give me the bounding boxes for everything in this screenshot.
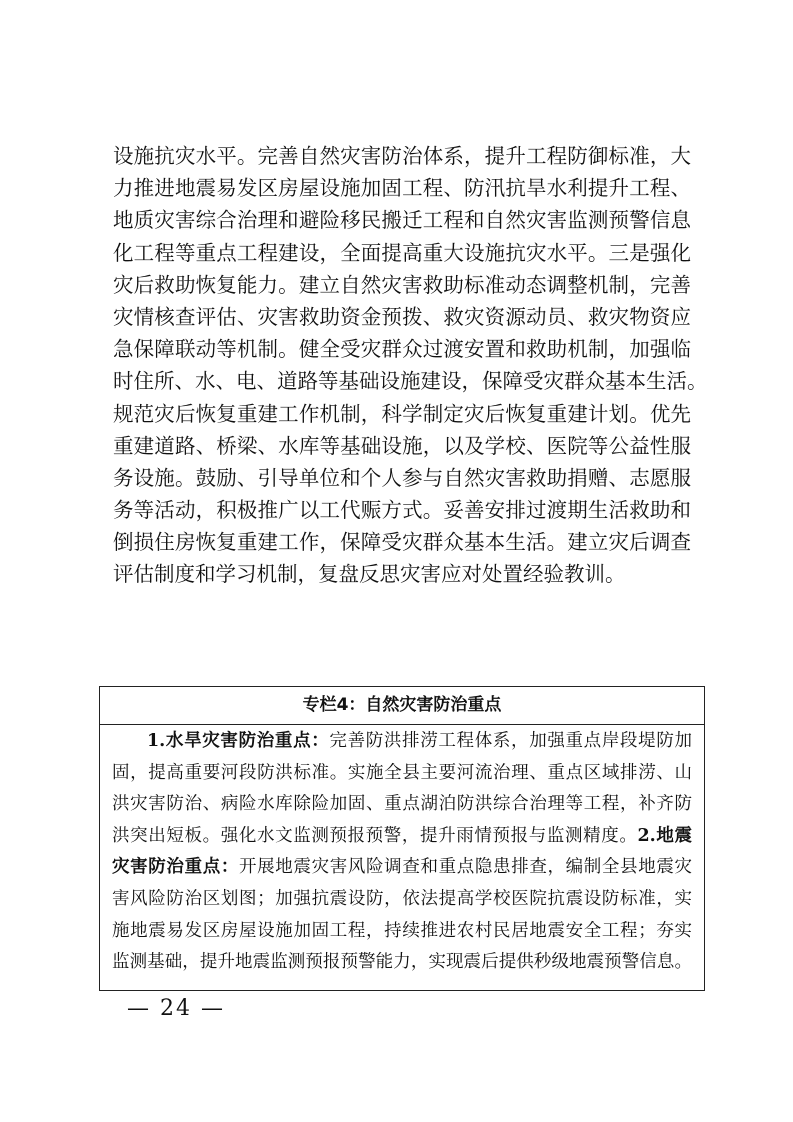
box-line-5 — [112, 852, 692, 884]
box-line-1-text: 完善防洪排涝工程体系，加强重点岸段堤防加 — [329, 731, 692, 751]
box-line-2: 固，提高重要河段防洪标准。实施全县主要河流治理、重点区域排涝、山 — [112, 762, 692, 783]
body-line-1: 设施抗灾水平。完善自然灾害防治体系，提升工程防御标准，大 — [113, 144, 691, 168]
earthquake-heading-part1: 2.地震 — [637, 825, 692, 846]
body-line-14: 评估制度和学习机制，复盘反思灾害应对处置经验教训。 — [113, 562, 626, 587]
body-line-10: 重建道路、桥梁、水库等基础设施，以及学校、医院等公益性服 — [113, 433, 691, 458]
box-line-1 — [112, 726, 692, 758]
body-line-4: 化工程等重点工程建设，全面提高重大设施抗灾水平。三是强化 — [113, 240, 691, 265]
earthquake-heading-part2: 灾害防治重点： — [112, 857, 240, 878]
body-paragraph — [113, 140, 708, 591]
box-line-4-text: 洪突出短板。强化水文监测预报预警，提升雨情预报与监测精度。 — [112, 825, 638, 846]
body-line-3: 地质灾害综合治理和避险移民搬迁工程和自然灾害监测预警信息 — [113, 208, 691, 233]
box-line-8: 监测基础，提升地震监测预报预警能力，实现震后提供秒级地震预警信息。 — [112, 952, 692, 973]
box-line-3: 洪灾害防治、病险水库除险加固、重点湖泊防洪综合治理等工程，补齐防 — [112, 794, 692, 815]
body-line-5: 灾后救助恢复能力。建立自然灾害救助标准动态调整机制，完善 — [113, 272, 691, 297]
body-line-6: 灾情核查评估、灾害救助资金预拨、救灾资源动员、救灾物资应 — [113, 304, 691, 329]
body-line-11: 务设施。鼓励、引导单位和个人参与自然灾害救助捐赠、志愿服 — [113, 465, 691, 490]
column-box — [99, 686, 705, 991]
flood-drought-heading: 1.水旱灾害防治重点： — [147, 731, 330, 751]
page-number: — 24 — — [127, 996, 225, 1021]
box-line-5-text: 开展地震灾害风险调查和重点隐患排查，编制全县地震灾 — [239, 857, 692, 878]
body-line-7: 急保障联动等机制。健全受灾群众过渡安置和救助机制，加强临 — [113, 337, 691, 362]
box-line-4 — [112, 821, 692, 853]
body-line-2: 力推进地震易发区房屋设施加固工程、防汛抗旱水利提升工程、 — [113, 176, 691, 201]
column-box-body — [100, 725, 704, 979]
body-line-8: 时住所、水、电、道路等基础设施建设，保障受灾群众基本生活。 — [113, 369, 708, 394]
body-line-13: 倒损住房恢复重建工作，保障受灾群众基本生活。建立灾后调查 — [113, 530, 691, 555]
box-line-7: 施地震易发区房屋设施加固工程，持续推进农村民居地震安全工程；夯实 — [112, 920, 692, 941]
body-line-12: 务等活动，积极推广以工代赈方式。妥善安排过渡期生活救助和 — [113, 498, 691, 523]
body-line-9: 规范灾后恢复重建工作机制，科学制定灾后恢复重建计划。优先 — [113, 401, 691, 426]
box-line-6: 害风险防治区划图；加强抗震设防，依法提高学校医院抗震设防标准，实 — [112, 888, 692, 909]
column-box-title: 专栏4：自然灾害防治重点 — [100, 687, 704, 725]
